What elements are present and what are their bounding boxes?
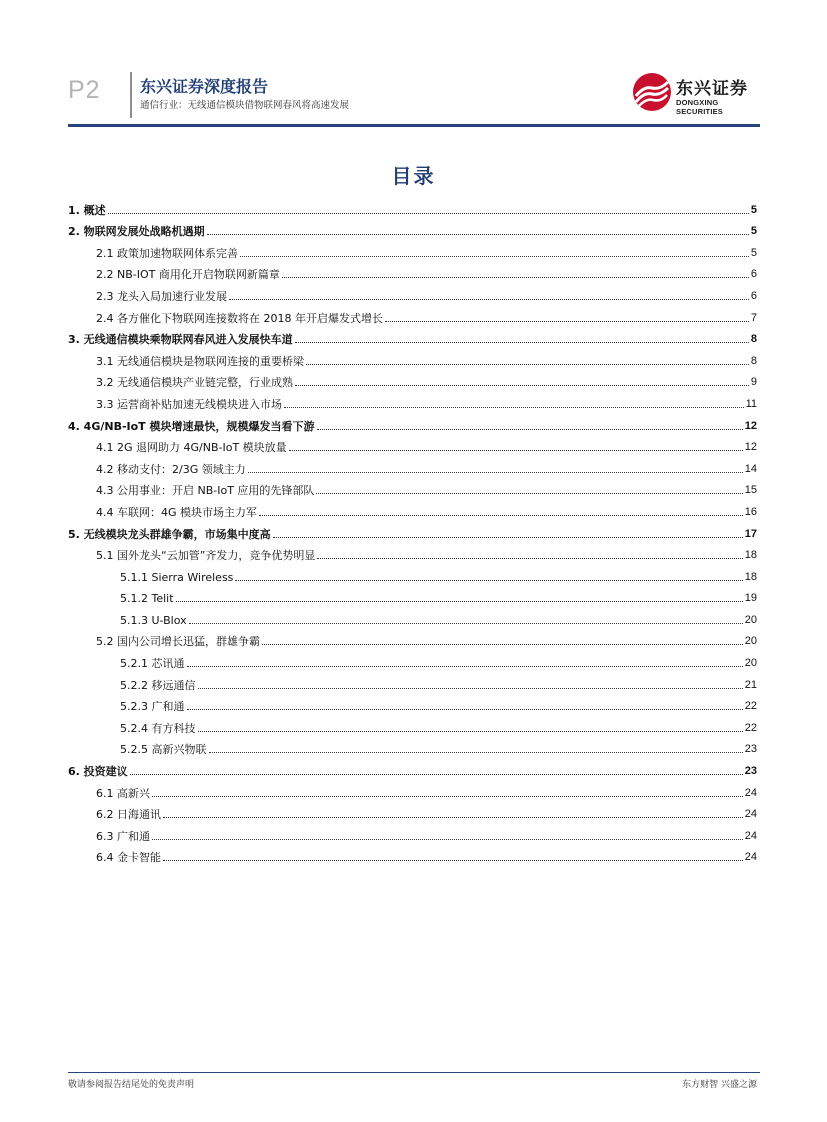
toc-entry-label: 3.2 无线通信模块产业链完整，行业成熟 [96,376,293,390]
toc-entry-label: 1. 概述 [68,203,106,217]
toc-entry-page: 20 [744,613,757,626]
toc-dot-leader [163,817,743,818]
toc-entry-label: 5.1 国外龙头“云加管”齐发力，竞争优势明显 [96,549,316,563]
toc-dot-leader [209,752,743,753]
toc-entry[interactable] [68,433,757,455]
toc-dot-leader [130,774,743,775]
toc-dot-leader [240,256,749,257]
toc-entry-page: 9 [750,376,757,389]
toc-entry[interactable] [68,346,757,368]
toc-entry[interactable] [68,238,757,260]
toc-dot-leader [176,601,743,602]
toc-entry-page: 24 [744,851,757,864]
toc-entry[interactable] [68,411,757,433]
toc-dot-leader [152,796,743,797]
toc-entry[interactable] [68,756,757,778]
toc-entry-label: 2.2 NB-IOT 商用化开启物联网新篇章 [96,268,280,282]
toc-dot-leader [273,537,743,538]
toc-entry-label: 4.2 移动支付：2/3G 领域主力 [96,462,246,476]
toc-entry[interactable] [68,605,757,627]
toc-entry[interactable] [68,217,757,239]
toc-dot-leader [289,450,743,451]
toc-dot-leader [198,688,743,689]
toc-entry-page: 6 [750,268,757,281]
toc-entry-page: 24 [744,786,757,799]
toc-entry[interactable] [68,584,757,606]
toc-entry-label: 6. 投资建议 [68,765,128,779]
toc-dot-leader [317,429,743,430]
toc-dot-leader [317,558,742,559]
toc-entry[interactable] [68,562,757,584]
toc-dot-leader [385,321,749,322]
toc-dot-leader [262,644,743,645]
toc-entry-label: 5.2 国内公司增长迅猛，群雄争霸 [96,635,260,649]
toc-entry[interactable] [68,670,757,692]
toc-entry[interactable] [68,195,757,217]
toc-entry[interactable] [68,735,757,757]
toc-entry-page: 14 [744,462,757,475]
toc-entry-label: 5.2.5 高新兴物联 [120,743,207,757]
toc-dot-leader [259,515,743,516]
footer-rule [68,1072,760,1073]
toc-entry-label: 5.2.2 移远通信 [120,678,196,692]
toc-entry-label: 4.4 车联网：4G 模块市场主力军 [96,505,258,519]
toc-entry-label: 2.1 政策加速物联网体系完善 [96,246,238,260]
toc-entry-label: 2.4 各方催化下物联网连接数将在 2018 年开启爆发式增长 [96,311,383,325]
toc-dot-leader [248,472,743,473]
footer-slogan: 东方财智 兴盛之源 [682,1080,757,1090]
toc-dot-leader [235,580,742,581]
toc-entry-page: 23 [744,743,757,756]
dongxing-logo [632,70,760,114]
toc-entry-page: 19 [744,592,757,605]
toc-dot-leader [316,493,742,494]
toc-entry-page: 20 [744,635,757,648]
toc-dot-leader [207,234,749,235]
toc-entry-page: 21 [744,678,757,691]
toc-entry[interactable] [68,713,757,735]
toc-entry-page: 22 [744,721,757,734]
header-rule [68,124,760,127]
toc-dot-leader [284,407,744,408]
toc-dot-leader [163,860,743,861]
toc-entry[interactable] [68,519,757,541]
toc-entry[interactable] [68,389,757,411]
toc-dot-leader [295,385,749,386]
report-title: 东兴证券深度报告 [140,77,269,96]
footer-disclaimer: 敬请参阅报告结尾处的免责声明 [68,1080,195,1090]
toc-entry-page: 22 [744,700,757,713]
toc-dot-leader [282,277,749,278]
toc-entry-label: 2.3 龙头入局加速行业发展 [96,289,227,303]
toc-entry[interactable] [68,325,757,347]
toc-entry[interactable] [68,778,757,800]
toc-dot-leader [187,709,743,710]
toc-entry-label: 6.4 金卡智能 [96,851,161,865]
toc-entry-label: 3. 无线通信模块乘物联网春风进入发展快车道 [68,333,293,347]
toc-entry-page: 18 [744,570,757,583]
toc-entry-page: 24 [744,829,757,842]
toc-entry[interactable] [68,541,757,563]
toc-entry-page: 5 [750,225,757,238]
toc-entry-label: 4.3 公用事业：开启 NB-IoT 应用的先锋部队 [96,484,315,498]
toc-entry-label: 6.1 高新兴 [96,786,150,800]
toc-title: 目录 [391,164,436,188]
table-of-contents [68,195,757,864]
toc-entry-page: 11 [745,397,757,410]
toc-dot-leader [152,839,743,840]
toc-entry-label: 5.2.3 广和通 [120,700,185,714]
toc-entry-label: 4. 4G/NB-IoT 模块增速最快，规模爆发当看下游 [68,419,315,433]
toc-entry-page: 12 [744,419,757,432]
page-number: P2 [68,76,101,104]
toc-entry-page: 8 [750,354,757,367]
toc-entry[interactable] [68,476,757,498]
report-subtitle: 通信行业：无线通信模块借物联网春风将高速发展 [140,100,350,111]
toc-entry-page: 16 [744,505,757,518]
toc-dot-leader [306,364,749,365]
toc-entry-page: 18 [744,549,757,562]
toc-entry-label: 5.1.2 Telit [120,592,174,606]
header-divider [130,72,132,118]
toc-dot-leader [189,623,743,624]
toc-entry-page: 5 [750,246,757,259]
toc-entry-label: 6.3 广和通 [96,829,150,843]
toc-entry[interactable] [68,260,757,282]
toc-entry-page: 17 [744,527,757,540]
page-header [68,68,760,126]
toc-entry-page: 5 [750,203,757,216]
toc-entry-label: 2. 物联网发展处战略机遇期 [68,225,205,239]
logo-english-name: DONGXING SECURITIES [676,98,724,116]
toc-entry-label: 5. 无线模块龙头群雄争霸，市场集中度高 [68,527,271,541]
toc-entry[interactable] [68,368,757,390]
toc-dot-leader [198,731,743,732]
toc-entry-label: 5.2.4 有方科技 [120,721,196,735]
toc-entry[interactable] [68,303,757,325]
toc-entry[interactable] [68,821,757,843]
toc-dot-leader [187,666,743,667]
toc-entry[interactable] [68,497,757,519]
toc-entry[interactable] [68,692,757,714]
logo-emblem-icon [632,72,672,112]
toc-entry[interactable] [68,627,757,649]
toc-entry-page: 15 [744,484,757,497]
toc-entry-label: 6.2 日海通讯 [96,808,161,822]
toc-dot-leader [229,299,749,300]
toc-entry-label: 3.3 运营商补贴加速无线模块进入市场 [96,397,282,411]
toc-entry[interactable] [68,454,757,476]
toc-entry-page: 20 [744,657,757,670]
toc-entry[interactable] [68,800,757,822]
toc-dot-leader [108,213,749,214]
toc-entry-label: 3.1 无线通信模块是物联网连接的重要桥梁 [96,354,304,368]
toc-entry-page: 6 [750,289,757,302]
toc-entry-page: 7 [750,311,757,324]
toc-entry-label: 5.1.3 U-Blox [120,613,187,627]
toc-entry[interactable] [68,281,757,303]
toc-entry-label: 5.1.1 Sierra Wireless [120,570,234,584]
toc-entry-page: 8 [750,333,757,346]
toc-entry-label: 5.2.1 芯讯通 [120,657,185,671]
toc-entry[interactable] [68,648,757,670]
toc-entry-page: 24 [744,808,757,821]
toc-entry-page: 23 [744,765,757,778]
toc-dot-leader [295,342,749,343]
toc-entry[interactable] [68,843,757,865]
logo-chinese-name: 东兴证券 [676,79,748,99]
toc-entry-page: 12 [744,441,757,454]
toc-entry-label: 4.1 2G 退网助力 4G/NB-IoT 模块放量 [96,441,287,455]
